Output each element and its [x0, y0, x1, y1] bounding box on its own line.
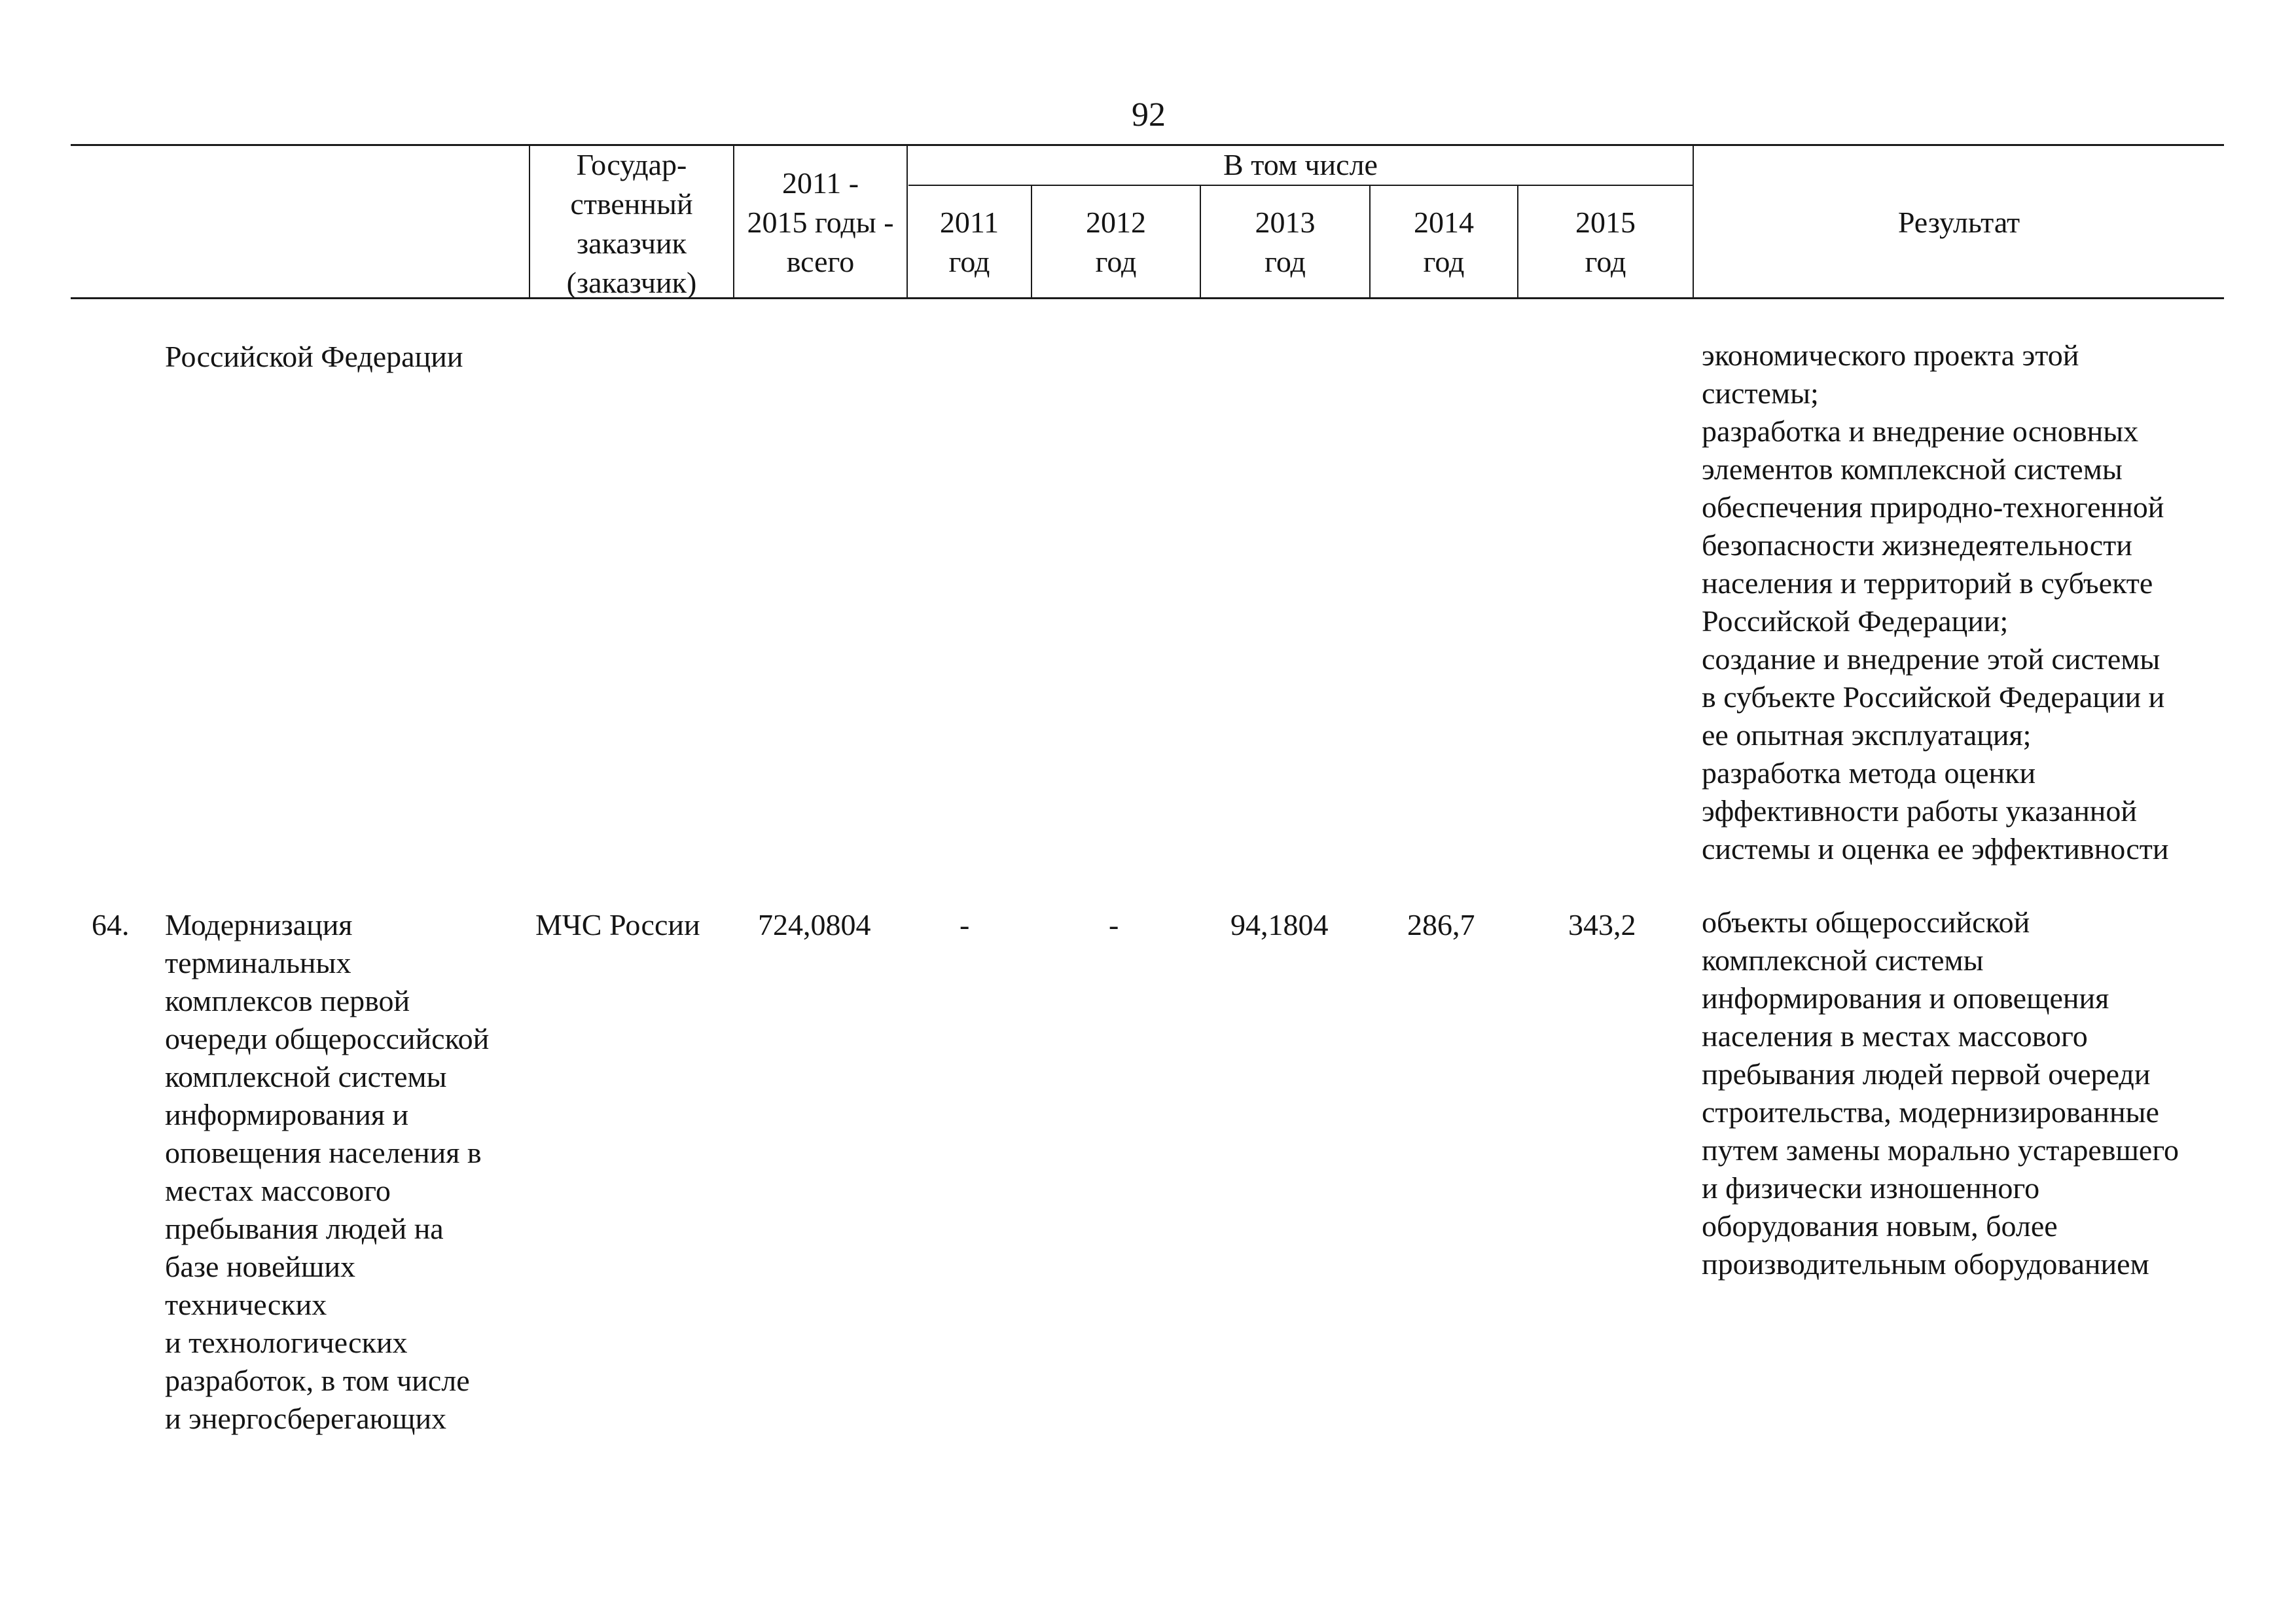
including-subheader-rule [908, 185, 1694, 186]
header-total-line: всего [786, 245, 855, 278]
header-year-value: 2012 [1086, 206, 1146, 239]
result-line: путем замены морально устаревшего [1702, 1133, 2179, 1167]
header-year-2011 [908, 203, 1031, 282]
header-bottom-rule [71, 297, 2224, 299]
result-line: Российской Федерации; [1702, 604, 2009, 638]
header-year-unit: год [1423, 245, 1465, 278]
row-64-name-line: комплексной системы [165, 1060, 447, 1093]
row-64-name-line: комплексов первой [165, 984, 410, 1017]
row-64-name-line: Модернизация [165, 908, 353, 941]
header-customer [531, 145, 732, 302]
result-line: экономического проекта этой [1702, 338, 2079, 372]
header-year-2015 [1518, 203, 1693, 282]
header-year-value: 2013 [1255, 206, 1316, 239]
row-64-customer: МЧС России [535, 908, 700, 941]
page-number: 92 [1132, 96, 1166, 134]
header-year-value: 2014 [1414, 206, 1474, 239]
continued-row-result [1702, 337, 2168, 868]
header-year-value: 2015 [1575, 206, 1636, 239]
row-64-name-line: информирования и [165, 1098, 409, 1131]
result-line: строительства, модернизированные [1702, 1095, 2159, 1129]
row-64-2013: 94,1804 [1230, 908, 1329, 941]
result-line: безопасности жизнедеятельности [1702, 528, 2132, 562]
header-customer-line: ственный [570, 187, 693, 221]
result-line: разработка и внедрение основных [1702, 414, 2139, 448]
result-line: объекты общероссийской [1702, 905, 2030, 939]
row-64-name-line: технических [165, 1288, 327, 1321]
result-line: ее опытная эксплуатация; [1702, 718, 2032, 752]
row-64-name-line: оповещения населения в [165, 1136, 482, 1169]
row-64-name-line: пребывания людей на [165, 1212, 444, 1245]
continued-row-name [165, 338, 463, 376]
header-customer-line: (заказчик) [566, 266, 697, 299]
continued-name-line: Российской Федерации [165, 340, 463, 373]
header-year-unit: год [1265, 245, 1306, 278]
row-64-2014: 286,7 [1407, 908, 1475, 941]
header-year-unit: год [1095, 245, 1137, 278]
row-64-name-line: местах массового [165, 1174, 391, 1207]
header-total-line: 2015 годы - [747, 206, 894, 239]
divider-before-customer [529, 144, 530, 299]
header-result: Результат [1897, 206, 2020, 239]
header-year-value: 2011 [939, 206, 999, 239]
header-including: В том числе [1223, 148, 1378, 181]
result-line: разработка метода оценки [1702, 756, 2036, 790]
row-64-2015: 343,2 [1568, 908, 1636, 941]
row-64-name-line: очереди общероссийской [165, 1022, 490, 1055]
result-line: пребывания людей первой очереди [1702, 1057, 2151, 1091]
header-total-line: 2011 - [781, 166, 859, 200]
row-64-name-line: и технологических [165, 1326, 408, 1359]
result-line: в субъекте Российской Федерации и [1702, 680, 2165, 714]
header-year-unit: год [1585, 245, 1626, 278]
result-line: элементов комплексной системы [1702, 452, 2123, 486]
row-64-2011: - [960, 908, 970, 941]
result-line: создание и внедрение этой системы [1702, 642, 2161, 676]
result-line: комплексной системы [1702, 943, 1984, 977]
header-year-unit: год [948, 245, 990, 278]
result-line: обеспечения природно-техногенной [1702, 490, 2164, 524]
result-line: населения в местах массового [1702, 1019, 2088, 1053]
row-64-name-line: разработок, в том числе [165, 1364, 470, 1397]
row-64-result [1702, 903, 2179, 1283]
row-64-name-line: и энергосберегающих [165, 1402, 447, 1435]
row-64-name-line: терминальных [165, 946, 351, 979]
result-line: населения и территорий в субъекте [1702, 566, 2153, 600]
result-line: информирования и оповещения [1702, 981, 2109, 1015]
row-64-name [165, 906, 489, 1438]
result-line: эффективности работы указанной [1702, 794, 2138, 828]
result-line: производительным оборудованием [1702, 1247, 2149, 1281]
header-customer-line: заказчик [576, 227, 687, 260]
result-line: системы и оценка ее эффективности [1702, 832, 2169, 866]
result-line: оборудования новым, более [1702, 1209, 2058, 1243]
row-64-name-line: базе новейших [165, 1250, 356, 1283]
result-line: системы; [1702, 376, 1819, 410]
header-year-2014 [1371, 203, 1517, 282]
header-year-2012 [1032, 203, 1200, 282]
header-total [734, 164, 906, 282]
header-customer-line: Государ- [576, 148, 687, 181]
result-line: и физически изношенного [1702, 1171, 2040, 1205]
row-64-2012: - [1109, 908, 1119, 941]
row-64-number: 64. [92, 908, 130, 941]
header-year-2013 [1201, 203, 1369, 282]
row-64-total: 724,0804 [758, 908, 871, 941]
